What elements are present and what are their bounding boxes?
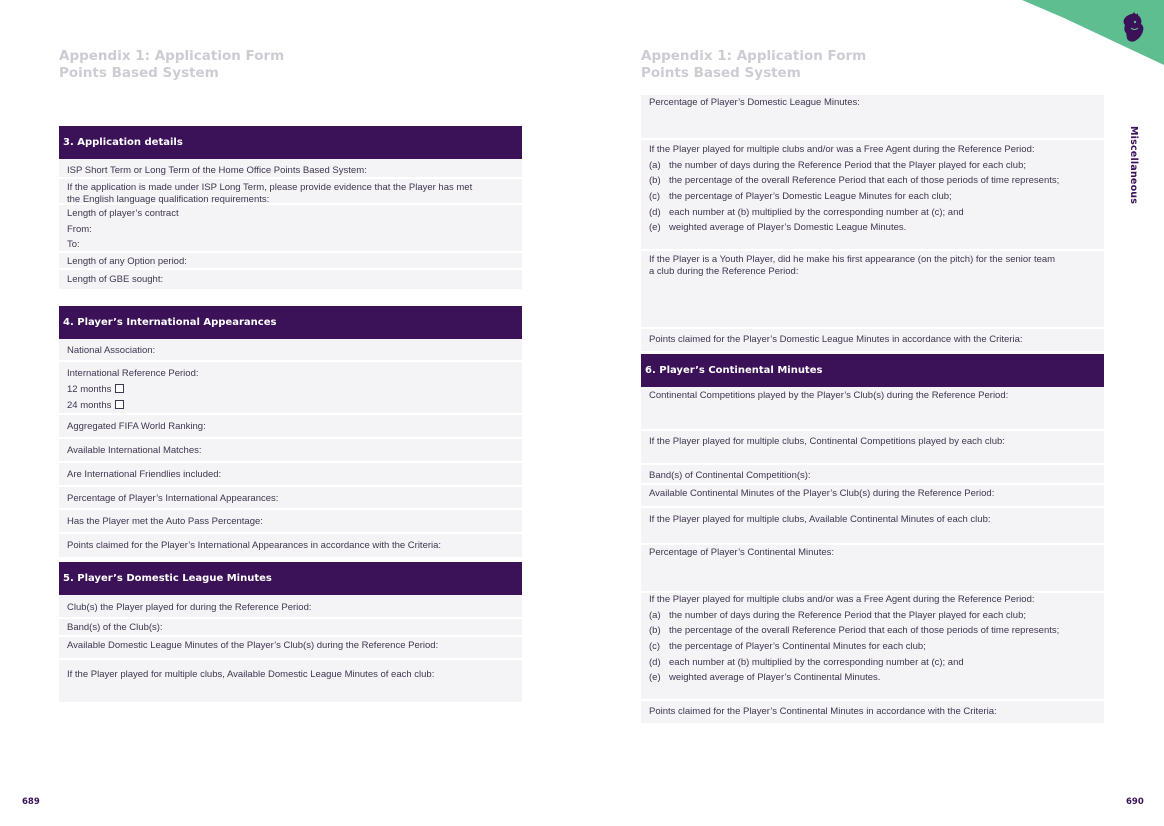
field-label: ISP Short Term or Long Term of the Home Office Points Based System:	[67, 165, 367, 176]
list-text: the number of days during the Reference Period that the Player played for each club;	[669, 609, 1026, 621]
list-text: the percentage of the overall Reference Period that each of those periods of time represents;	[669, 175, 1060, 187]
section-title: 4. Player’s International Appearances	[59, 306, 522, 339]
option-12-months[interactable]	[67, 384, 514, 396]
field-label: Aggregated FIFA World Ranking:	[67, 421, 206, 432]
field-label: If the Player played for multiple clubs, Continental Competitions played by each club:	[649, 436, 1005, 447]
form-row-continental-points[interactable]	[641, 701, 1104, 723]
form-row-continental-competitions-each-club[interactable]	[641, 431, 1104, 465]
field-label: a club during the Reference Period:	[649, 266, 799, 277]
field-label: Available Domestic League Minutes of the Player’s Club(s) during the Reference Period:	[67, 640, 439, 651]
option-24-months[interactable]	[67, 400, 514, 412]
form-row-international-reference-period	[59, 362, 522, 415]
checkbox-12-months[interactable]	[115, 384, 124, 393]
list-intro-text: If the Player played for multiple clubs and/or was a Free Agent during the Reference Period:	[649, 594, 1035, 605]
list-item	[649, 610, 1096, 622]
list-marker: (e)	[649, 672, 661, 684]
option-label: 24 months	[67, 400, 112, 411]
list-text: each number at (b) multiplied by the corresponding number at (c); and	[669, 206, 964, 218]
field-label: Percentage of Player’s International Appearances:	[67, 493, 279, 504]
field-label: International Reference Period:	[67, 368, 199, 379]
list-marker: (a)	[649, 609, 661, 621]
field-label: Club(s) the Player played for during the Reference Period:	[67, 602, 312, 613]
page-heading-left	[59, 48, 284, 82]
heading-subtitle: Points Based System	[59, 65, 219, 81]
form-row-continental-bands[interactable]	[641, 465, 1104, 485]
list-intro-text: If the Player played for multiple clubs and/or was a Free Agent during the Reference Period:	[649, 144, 1035, 155]
field-label-to: To:	[67, 239, 80, 250]
field-label: Points claimed for the Player’s International Appearances in accordance with the Criteria:	[67, 540, 442, 551]
form-row-option-period[interactable]	[59, 253, 522, 270]
section-international-appearances	[59, 306, 522, 557]
list-item	[649, 672, 1096, 684]
list-marker: (c)	[649, 641, 661, 653]
form-row-national-association[interactable]	[59, 339, 522, 362]
field-label: Has the Player met the Auto Pass Percentage:	[67, 516, 263, 527]
field-label: the English language qualification requirements:	[67, 194, 270, 205]
list-item	[649, 641, 1096, 653]
list-item	[649, 191, 1096, 203]
field-label: Continental Competitions played by the Player’s Club(s) during the Reference Period:	[649, 390, 1009, 401]
field-label: Points claimed for the Player’s Continental Minutes in accordance with the Criteria:	[649, 706, 997, 717]
form-row-available-matches[interactable]	[59, 439, 522, 463]
form-row-fifa-ranking[interactable]	[59, 415, 522, 439]
form-row-continental-percentage[interactable]	[641, 545, 1104, 593]
heading-title: Appendix 1: Application Form	[59, 48, 285, 64]
field-label: Available Continental Minutes of the Player’s Club(s) during the Reference Period:	[649, 488, 995, 499]
page-number-left: 689	[22, 797, 40, 807]
form-row-available-continental-minutes-each-club[interactable]	[641, 508, 1104, 545]
field-label: Points claimed for the Player’s Domestic League Minutes in accordance with the Criteria:	[649, 334, 1023, 345]
list-marker: (d)	[649, 206, 661, 218]
form-row-international-percentage[interactable]	[59, 487, 522, 510]
list-marker: (b)	[649, 175, 661, 187]
form-row-gbe-length[interactable]	[59, 270, 522, 291]
form-row-continental-multi-club-calculation[interactable]	[641, 593, 1104, 701]
form-row-contract-length[interactable]	[59, 205, 522, 253]
list-item	[649, 207, 1096, 219]
list-item	[649, 160, 1096, 172]
list-text: weighted average of Player’s Domestic League Minutes.	[669, 222, 907, 234]
field-label: If the Player played for multiple clubs, Available Continental Minutes of each club:	[649, 514, 991, 525]
form-row-available-minutes-each-club[interactable]	[59, 660, 522, 702]
heading-subtitle: Points Based System	[641, 65, 801, 81]
form-row-domestic-multi-club-calculation[interactable]	[641, 140, 1104, 251]
option-label: 12 months	[67, 384, 112, 395]
list-marker: (e)	[649, 222, 661, 234]
list-text: the percentage of Player’s Domestic League Minutes for each club;	[669, 191, 952, 203]
form-row-auto-pass[interactable]	[59, 510, 522, 534]
form-row-available-domestic-minutes[interactable]	[59, 637, 522, 660]
list-text: the percentage of Player’s Continental Minutes for each club;	[669, 641, 926, 653]
corner-decoration	[1000, 0, 1164, 70]
field-label-from: From:	[67, 223, 92, 235]
page-number-right: 690	[1126, 797, 1144, 807]
form-row-international-points[interactable]	[59, 534, 522, 557]
list-text: each number at (b) multiplied by the corresponding number at (c); and	[669, 656, 964, 668]
list-item	[649, 625, 1096, 637]
page-heading-right	[641, 48, 866, 82]
section-continental-minutes	[641, 354, 1104, 723]
section-title: 3. Application details	[59, 126, 522, 159]
field-label: Band(s) of the Club(s):	[67, 622, 163, 633]
section-application-details	[59, 126, 522, 291]
form-row-youth-player[interactable]	[641, 251, 1104, 329]
section-domestic-league-minutes-continued	[641, 95, 1104, 351]
field-label: Length of any Option period:	[67, 256, 187, 267]
field-label: Length of GBE sought:	[67, 274, 164, 285]
field-label: Percentage of Player’s Domestic League Minutes:	[649, 97, 860, 108]
side-label-miscellaneous: Miscellaneous	[1128, 126, 1139, 205]
field-label: National Association:	[67, 345, 156, 356]
field-label: If the Player is a Youth Player, did he make his first appearance (on the pitch) for the senior team	[649, 254, 1056, 265]
field-label: Are International Friendlies included:	[67, 469, 222, 480]
field-label: Percentage of Player’s Continental Minutes:	[649, 547, 835, 558]
form-row-domestic-points[interactable]	[641, 329, 1104, 351]
list-marker: (b)	[649, 625, 661, 637]
list-text: the number of days during the Reference Period that the Player played for each club;	[669, 159, 1026, 171]
list-item	[649, 222, 1096, 234]
heading-title: Appendix 1: Application Form	[641, 48, 867, 64]
form-row-friendlies-included[interactable]	[59, 463, 522, 487]
section-domestic-league-minutes	[59, 562, 522, 702]
form-row-club-bands[interactable]	[59, 619, 522, 637]
form-row-isp-term[interactable]	[59, 159, 522, 179]
field-label: Length of player’s contract	[67, 208, 179, 219]
field-label: If the Player played for multiple clubs, Available Domestic League Minutes of each club:	[67, 669, 435, 680]
list-text: the percentage of the overall Reference Period that each of those periods of time represents;	[669, 625, 1060, 637]
list-item	[649, 175, 1096, 187]
form-row-clubs-played[interactable]	[59, 595, 522, 619]
section-title: 5. Player’s Domestic League Minutes	[59, 562, 522, 595]
list-marker: (c)	[649, 191, 661, 203]
field-label: Available International Matches:	[67, 445, 202, 456]
form-row-english-qualification[interactable]	[59, 179, 522, 205]
field-label: Band(s) of Continental Competition(s):	[649, 470, 811, 481]
checkbox-24-months[interactable]	[115, 400, 124, 409]
list-intro	[649, 594, 1096, 606]
form-row-domestic-percentage[interactable]	[641, 95, 1104, 140]
list-text: weighted average of Player’s Continental Minutes.	[669, 672, 881, 684]
section-title: 6. Player’s Continental Minutes	[641, 354, 1104, 387]
list-intro	[649, 144, 1096, 156]
list-marker: (a)	[649, 159, 661, 171]
field-label: If the application is made under ISP Long Term, please provide evidence that the Player has met	[67, 182, 473, 193]
list-item	[649, 657, 1096, 669]
form-row-available-continental-minutes[interactable]	[641, 485, 1104, 508]
list-marker: (d)	[649, 656, 661, 668]
form-row-continental-competitions[interactable]	[641, 387, 1104, 431]
